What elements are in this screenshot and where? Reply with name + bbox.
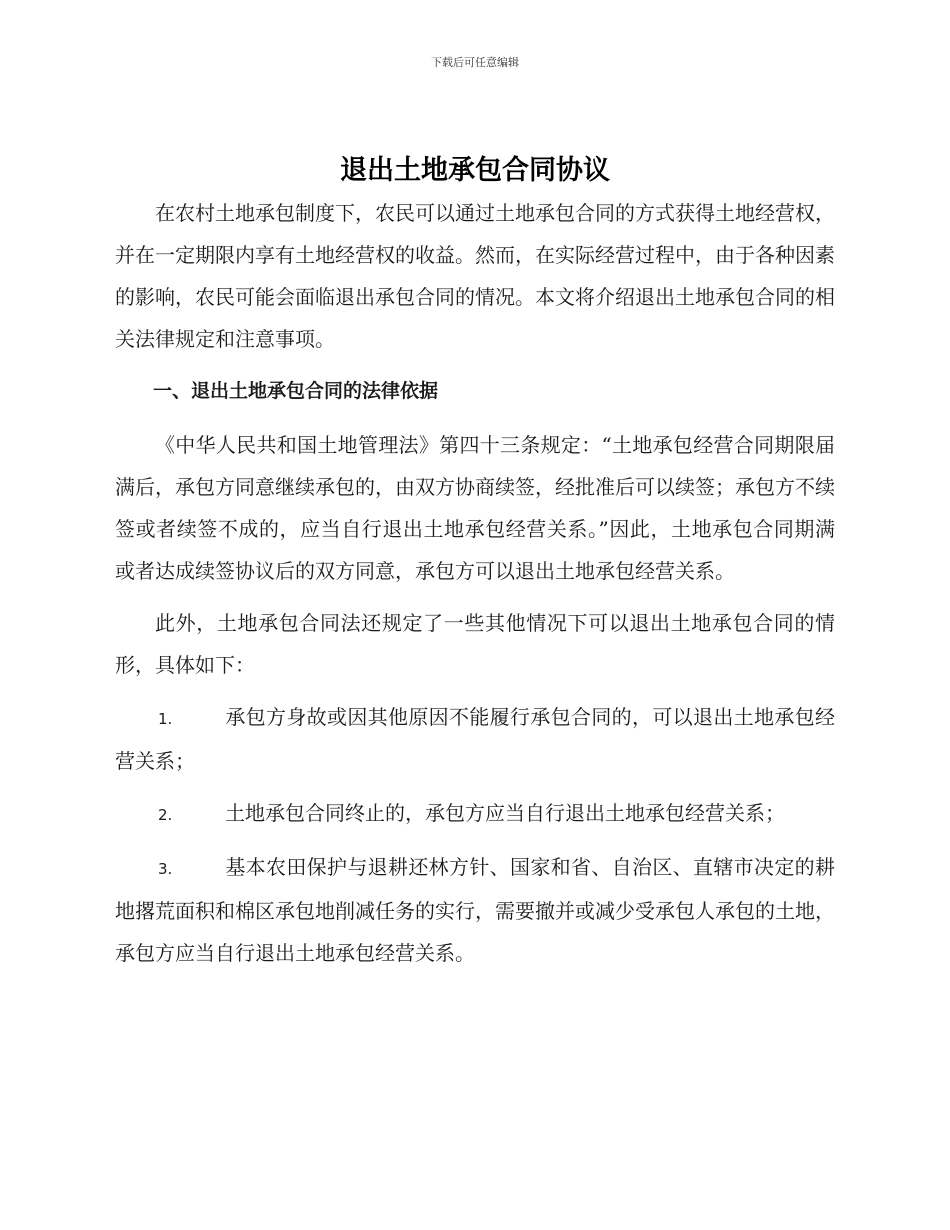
list-number: 1. xyxy=(158,710,173,728)
list-item xyxy=(115,792,835,836)
list-item-text: 土地承包合同终止的，承包方应当自行退出土地承包经营关系； xyxy=(225,801,785,825)
document-title: 退出土地承包合同协议 xyxy=(340,155,610,186)
list-item-text: 承包方身故或因其他原因不能履行承包合同的，可以退出土地承包经营关系； xyxy=(115,705,835,773)
intro-paragraph: 在农村土地承包制度下，农民可以通过土地承包合同的方式获得土地经营权，并在一定期限内享有土地经营权的收益。然而，在实际经营过程中，由于各种因素的影响，农民可能会面临退出承包合同的情况。本文将介绍退出土地承包合同的相关法律规定和注意事项。 xyxy=(115,201,835,351)
list-item xyxy=(115,696,835,782)
list-item-text: 基本农田保护与退耕还林方针、国家和省、自治区、直辖市决定的耕地撂荒面积和棉区承包地削减任务的实行，需要撤并或减少受承包人承包的土地，承包方应当自行退出土地承包经营关系。 xyxy=(115,855,835,965)
other-situations-paragraph: 此外，土地承包合同法还规定了一些其他情况下可以退出土地承包合同的情形，具体如下： xyxy=(115,611,835,677)
list-number: 3. xyxy=(158,860,173,878)
section-heading-legal-basis: 一、退出土地承包合同的法律依据 xyxy=(153,380,439,402)
header-note: 下载后可任意编辑 xyxy=(431,56,519,69)
list-number: 2. xyxy=(158,806,173,824)
list-item xyxy=(115,846,835,974)
legal-basis-paragraph: 《中华人民共和国土地管理法》第四十三条规定：“土地承包经营合同期限届满后，承包方同意继续承包的，由双方协商续签，经批准后可以续签；承包方不续签或者续签不成的，应当自行退出土地承包经营关系。”因此，土地承包合同期满或者达成续签协议后的双方同意，承包方可以退出土地承包经营关系。 xyxy=(115,433,835,583)
document-body xyxy=(115,192,835,984)
